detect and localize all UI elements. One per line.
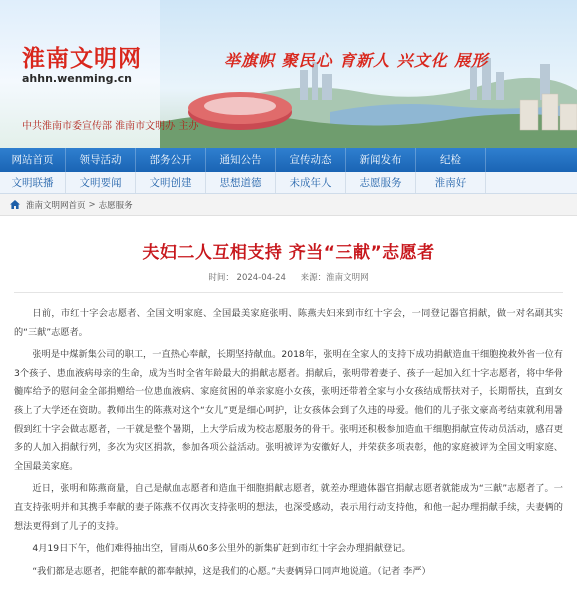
breadcrumb-section-link[interactable]: 志愿服务 — [98, 200, 133, 211]
nav-item-notices[interactable]: 通知公告 — [206, 148, 276, 172]
title-divider — [14, 292, 563, 293]
nav-item-press-release[interactable]: 新闻发布 — [346, 148, 416, 172]
site-url: ahhn.wenming.cn — [22, 72, 133, 85]
nav-item-civilization-news[interactable]: 文明要闻 — [66, 172, 136, 193]
article-paragraph: 张明是中煤新集公司的职工，一直热心奉献，长期坚持献血。2018年，张明在全家人的支持下成功捐献造血干细胞挽救外省一位有3个孩子、患血液病母亲的生命，成为当时全省年龄最大的捐献志愿者。捐献后，张明带着妻子、孩子一起加入红十字志愿者，将中华骨髓库给予的慰问金全部捐赠给一位患血液病、家庭贫困的单亲家庭小女孩，张明还带着全家与小女孩结成帮扶对子，长期帮扶，直到女孩上了大学还在资助。教师出生的陈燕对这个“女儿”更是细心呵护，让女孩体会到了久违的母爱。他们的儿子张文豪高考结束就利用暑假到红十字会做志愿者，一干就是整个暑期，上大学后成为校志愿服务的骨干。张明还积极参加造血干细胞捐献宣传动员活动，感召更多的人加入捐献行列，多次为灾区捐款，参加各项公益活动。张明被评为安徽好人，并荣获多项表彰，他的家庭被评为全国文明家庭、全国最美家庭。 — [14, 349, 563, 472]
nav-item-civilization-broadcast[interactable]: 文明联播 — [0, 172, 66, 193]
breadcrumb-home-link[interactable]: 淮南文明网首页 — [26, 200, 86, 211]
nav-item-leader-activities[interactable]: 领导活动 — [66, 148, 136, 172]
site-logo-text[interactable]: 淮南文明网 — [22, 46, 142, 72]
article-paragraph: “我们都是志愿者，把能奉献的都奉献掉，这是我们的心愿。”夫妻俩异口同声地说道。（记者 李严） — [32, 565, 431, 577]
article — [0, 216, 577, 600]
nav-item-department-affairs[interactable]: 部务公开 — [136, 148, 206, 172]
site-banner — [0, 0, 577, 148]
article-source: 来源：淮南文明网 — [300, 273, 369, 283]
banner-slogan: 举旗帜 聚民心 育新人 兴文化 展形 — [224, 51, 489, 70]
article-paragraph: 近日，张明和陈燕商量，自己是献血志愿者和造血干细胞捐献志愿者，就差办理遗体器官捐献志愿者就能成为“三献”志愿者了。一直支持张明并和其携手奉献的妻子陈燕不仅再次支持张明的想法，也深受感动，表示用行动支持他，和他一起办理捐献手续，夫妻俩的想法更得到了儿子的支持。 — [14, 483, 563, 532]
article-date: 时间： 2024-04-24 — [208, 273, 286, 283]
nav-item-ethics[interactable]: 思想道德 — [206, 172, 276, 193]
home-icon — [10, 200, 20, 209]
primary-nav — [0, 148, 577, 172]
site-sponsor: 中共淮南市委宣传部 淮南市文明办 主办 — [22, 121, 199, 132]
nav-item-huainan-good-people[interactable]: 淮南好 — [416, 172, 486, 193]
nav-item-civilization-creation[interactable]: 文明创建 — [136, 172, 206, 193]
nav-item-home[interactable]: 网站首页 — [0, 148, 66, 172]
breadcrumb-separator: > — [88, 199, 96, 210]
article-paragraph: 4月19日下午，他们难得抽出空，冒雨从60多公里外的新集矿赶到市红十字会办理捐献登记。 — [32, 543, 411, 555]
article-body — [14, 305, 563, 581]
breadcrumb — [0, 194, 577, 216]
nav-item-publicity-news[interactable]: 宣传动态 — [276, 148, 346, 172]
article-title: 夫妇二人互相支持 齐当“三献”志愿者 — [142, 243, 435, 263]
nav-item-volunteer-service[interactable]: 志愿服务 — [346, 172, 416, 193]
nav-item-minors[interactable]: 未成年人 — [276, 172, 346, 193]
article-meta — [14, 271, 563, 283]
secondary-nav — [0, 172, 577, 194]
nav-item-discipline[interactable]: 纪检 — [416, 148, 486, 172]
article-paragraph: 日前，市红十字会志愿者、全国文明家庭、全国最美家庭张明、陈燕夫妇来到市红十字会，一同登记器官捐献，做一对名副其实的“三献”志愿者。 — [14, 308, 563, 338]
